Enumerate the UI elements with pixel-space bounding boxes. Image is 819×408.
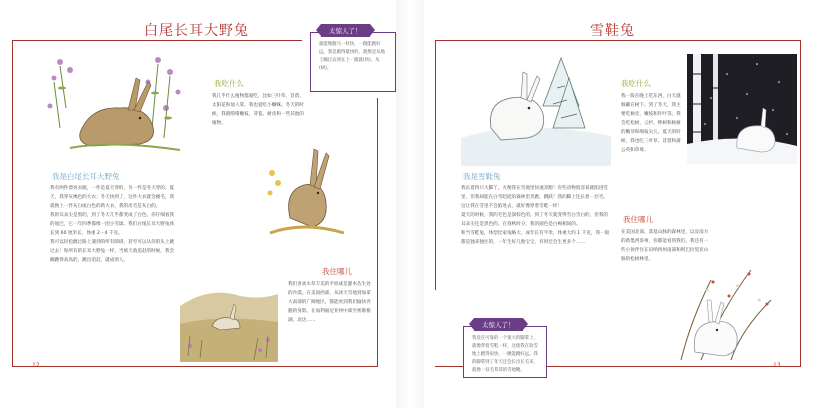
section-heading-eat: 我吃什么 (214, 79, 244, 88)
callout-tag: 太惊人了！ (321, 24, 370, 37)
right-page (425, 8, 815, 400)
me-paragraph: 夏天的时候，我的毛色是深棕色的。到了冬天就变得雪白雪白的，但我的耳朵尖还是黑色的。在春秋时分，我的颜色是白褐相间的。 (461, 213, 609, 227)
fun-fact-callout (463, 321, 547, 378)
section-heading-eat: 我吃什么 (621, 79, 651, 88)
me-paragraph: 我长着四只大脚丫，方便我在雪地里快速奔跑！有些动物很容易就陷进雪里，但我却能在白雪皑皑的森林里奔跑、跳跃！我的脚上还长着一层毛，这让我在雪里不会陷进去，就好像穿着雪鞋一样！ (461, 186, 609, 209)
left-page-frame-right (377, 98, 378, 366)
left-page-frame-top (12, 40, 302, 41)
section-text-me (50, 184, 178, 265)
right-page-frame-left (435, 40, 436, 290)
page-title: 白尾长耳大野兔 (144, 23, 249, 39)
page-number: 13 (773, 362, 781, 369)
section-text-eat: 我几乎什么植物都爱吃，比如三叶草、苜蓿、太阳花和仙人掌。我也爱吃小蜘蛛。冬天的时候，我就啃啃嫩枝、芽苞、树皮和一些其他的植物。 (212, 94, 304, 126)
section-text-eat: 我一般在晚上吃东西，白天就躲藏在树下。到了冬天，我主要吃树皮、嫩枝和针叶等。我会吃松树、云杉、桦树和杨树的嫩芽和细枝尖儿。夏天的时候，我也吃三叶草、苜蓿和蒲公英和草莓。 (621, 94, 681, 153)
hare-flowers-illustration (40, 48, 190, 166)
section-heading-me: 我是雪鞋兔 (463, 172, 501, 181)
standing-hare-illustration (264, 143, 346, 238)
callout-text: 就能像跑马一样快，一蹬能跑好远。我是跑得最快的，就像是从地上蹦过去到在上一蹬就(快)，从(树)。 (319, 42, 385, 71)
me-paragraph: 我的耳朵尖是黑的，到了冬天几乎都变成了白色。你仔细看我的尾巴，它一年四季都像一团小雪球。我们白尾长耳大野兔体长到 60 厘米长，体重 2－4 千克。 (50, 213, 175, 236)
fun-fact-callout (310, 27, 396, 92)
book-spine (396, 0, 424, 408)
section-heading-live: 我住哪儿 (322, 267, 352, 276)
callout-tag: 太惊人了！ (474, 318, 523, 331)
section-heading-live: 我住哪儿 (623, 215, 653, 224)
snowshoe-hare-snow-illustration (461, 48, 611, 166)
section-text-live: 在美国北部、落基山脉的森林里，以及南方的新墨西哥州，你都能看到我们。我还有一些小伙伴住在田纳西州南部和阿巴拉契亚山脉的松树林里。 (621, 230, 709, 262)
section-text-me (461, 184, 611, 247)
section-text-live: 我们喜欢水草丰美的平原或是灌木丛生处的沙漠。在美国西部，从冰天雪地到加拿大南部的广阔地区，都能看到我们愉快奔跑的身影。在加利福尼亚州中部至密歇根湖、北达…… (288, 282, 371, 323)
bush-hare-illustration (671, 260, 777, 364)
section-heading-me: 我是白尾长耳大野兔 (52, 172, 120, 181)
me-paragraph: 我有两件漂亮衣服，一件是夏天穿的，另一件是冬天穿的。夏天，我穿灰褐色的大衣；冬天快到了，这件大衣就会褪毛，我就换上一件灰白或白色的新大衣，我的皮毛是灰白的。 (50, 186, 175, 209)
night-birch-hare-illustration (687, 54, 797, 164)
page-title: 雪鞋兔 (590, 23, 635, 39)
left-page (4, 8, 394, 400)
page-number: 12 (32, 362, 40, 369)
right-page-frame-top (435, 40, 800, 41)
desert-hare-illustration (180, 266, 278, 362)
me-paragraph: 和当雪鞋兔，体型比家兔略大。成年长有半米，体重大约 1 千克，我一般都是独来独往的，一年生好几胎宝宝，有时还会生更多个…… (461, 231, 610, 245)
callout-text: 我登在可靠的一个很大的脚掌上，就像穿着雪鞋一样，这使我在软雪地上跑得很快，一跳能跳好远。我的脚掌到了冬天还会长出长毛来，就像一双毛茸茸的雪地靴。 (472, 336, 538, 373)
me-paragraph: 我可以轻松跳过路上遇到的所有障碍，甚至可以从你的头上跳过去！和所有的长耳大野兔一样，当被天敌追赶的时候，我会蹦跳得高高的，跳出追赶，就成别人。 (50, 240, 175, 263)
